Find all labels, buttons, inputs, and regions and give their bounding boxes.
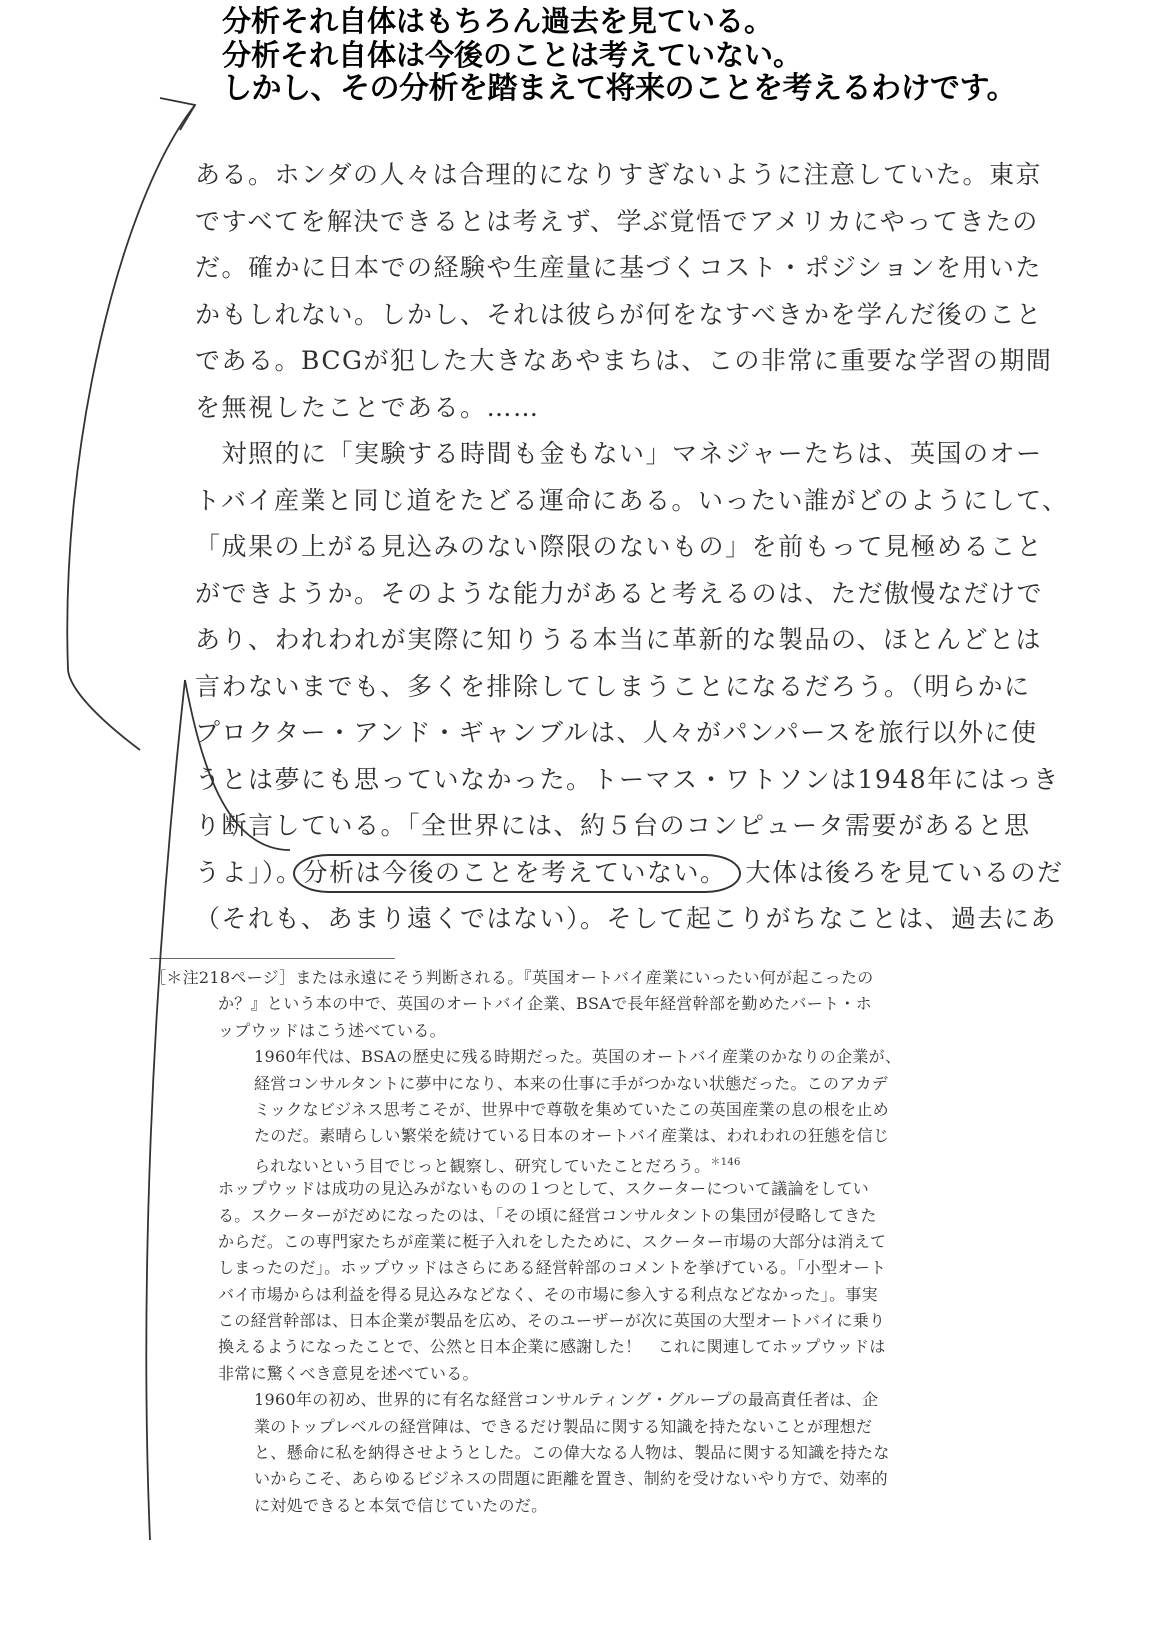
quote-line: と、懸命に私を納得させようとした。この偉大なる人物は、製品に関する知識を持たな bbox=[254, 1443, 890, 1463]
quote-line bbox=[150, 1150, 1020, 1176]
body-line: あり、われわれが実際に知りうる本当に革新的な製品の、ほとんどとは bbox=[195, 625, 1043, 654]
quote-line: に対処できると本気で信じていたのだ。 bbox=[254, 1495, 548, 1515]
arrowhead bbox=[160, 98, 195, 130]
body-line: だ。確かに日本での経験や生産量に基づくコスト・ポジションを用いた bbox=[195, 253, 1042, 282]
quote-text: られないという目でじっと観察し、研究していたことだろう。 bbox=[254, 1156, 711, 1176]
footnote-line: ［＊注218ページ］または永遠にそう判断される。『英国オートバイ産業にいったい何が起こったの bbox=[150, 968, 874, 987]
footnote-line: ホップウッドは成功の見込みがないものの１つとして、スクーターについて議論をしてい bbox=[218, 1179, 870, 1199]
body-line: ですべてを解決できるとは考えず、学ぶ覚悟でアメリカにやってきたの bbox=[195, 206, 1039, 236]
quote-line: ミックなビジネス思考こそが、世界中で尊敬を集めていたこの英国産業の息の根を止め bbox=[254, 1099, 889, 1119]
footnote-line: る。スクーターがだめになったのは、「その頃に経営コンサルタントの集団が侵略してきた bbox=[218, 1205, 877, 1225]
body-line: 「成果の上がる見込みのない際限のないもの」を前もって見極めること bbox=[195, 532, 1044, 561]
quote-line: 1960年の初め、世界的に有名な経営コンサルティング・グループの最高責任者は、企 bbox=[254, 1390, 879, 1410]
quote-line: 経営コンサルタントに夢中になり、本来の仕事に手がつかない状態だった。このアカデ bbox=[254, 1073, 889, 1093]
footnote-line: この経営幹部は、日本企業が製品を広め、そのユーザーが次に英国の大型オートバイに乗り bbox=[218, 1311, 886, 1331]
footnote-line: 非常に驚くべき意見を述べている。 bbox=[218, 1363, 479, 1383]
body-line: かもしれない。しかし、それは彼らが何をなすべきかを学んだ後のこと bbox=[195, 299, 1043, 329]
body-line: 対照的に「実験する時間も金もない」マネジャーたちは、英国のオー bbox=[195, 439, 1043, 468]
body-line: である。BCGが犯した大きなあやまちは、この非常に重要な学習の期間 bbox=[195, 346, 1053, 375]
main-body-text bbox=[195, 152, 1069, 943]
reference-mark: ＊146 bbox=[710, 1156, 741, 1168]
body-line-highlighted bbox=[195, 850, 1064, 897]
body-text-fragment: 大体は後ろを見ているのだ bbox=[745, 857, 1064, 887]
arrow-line bbox=[67, 105, 195, 750]
body-line: うとは夢にも思っていなかった。トーマス・ワトソンは1948年にはっき bbox=[195, 764, 1060, 794]
body-line: ができようか。そのような能力があると考えるのは、ただ傲慢なだけで bbox=[195, 578, 1044, 608]
footnote-line: か？』という本の中で、英国のオートバイ企業、BSAで長年経営幹部を勤めたバート・ホ bbox=[218, 994, 872, 1014]
header-note-3: しかし、その分析を踏まえて将来のことを考えるわけです。 bbox=[222, 71, 1017, 106]
body-line: （それも、あまり遠くではない）。そして起こりがちなことは、過去にあ bbox=[195, 904, 1058, 933]
quote-line: たのだ。素晴らしい繁栄を続けている日本のオートバイ産業は、われわれの狂態を信じ bbox=[254, 1126, 890, 1146]
body-line: 言わないまでも、多くを排除してしまうことになるだろう。（明らかに bbox=[195, 671, 1031, 701]
body-text-fragment: うよ」）。 bbox=[195, 857, 303, 887]
quote-line: 業のトップレベルの経営陣は、できるだけ製品に関する知識を持たないことが理想だ bbox=[254, 1416, 873, 1436]
footnote-divider bbox=[150, 958, 395, 959]
circled-phrase: 分析は今後のことを考えていない。 bbox=[302, 857, 727, 887]
footnote-line: しまったのだ」。ホップウッドはさらにある経営幹部のコメントを挙げている。「小型オート bbox=[218, 1258, 887, 1278]
footnote-line: からだ。この専門家たちが産業に梃子入れをしたために、スクーター市場の大部分は消えて bbox=[218, 1231, 887, 1251]
footnote-line: ップウッドはこう述べている。 bbox=[218, 1020, 446, 1040]
footnote bbox=[150, 965, 1020, 1519]
footnote-line: バイ市場からは利益を得る見込みなどなく、その市場に参入する利点などなかった」。事実 bbox=[218, 1284, 878, 1304]
body-line: ある。ホンダの人々は合理的になりすぎないように注意していた。東京 bbox=[195, 160, 1043, 189]
body-line: を無視したことである。…… bbox=[195, 392, 540, 422]
body-line: トバイ産業と同じ道をたどる運命にある。いったい誰がどのようにして、 bbox=[195, 485, 1069, 515]
header-note-2: 分析それ自体は今後のことは考えていない。 bbox=[222, 38, 803, 72]
footnote-line: 換えるようになったことで、公然と日本企業に感謝した！ これに関連してホップウッドは bbox=[218, 1337, 886, 1357]
quote-line: 1960年代は、BSAの歴史に残る時期だった。英国のオートバイ産業のかなりの企業が、 bbox=[254, 1047, 902, 1067]
header-note-1: 分析それ自体はもちろん過去を見ている。 bbox=[222, 4, 774, 38]
body-line: プロクター・アンド・ギャンブルは、人々がパンパースを旅行以外に使 bbox=[195, 718, 1038, 747]
handwritten-header-notes bbox=[222, 4, 1152, 106]
quote-line: いからこそ、あらゆるビジネスの問題に距離を置き、制約を受けないやり方で、効率的 bbox=[254, 1469, 888, 1489]
body-line: り断言している。「全世界には、約５台のコンピュータ需要があると思 bbox=[195, 811, 1031, 840]
